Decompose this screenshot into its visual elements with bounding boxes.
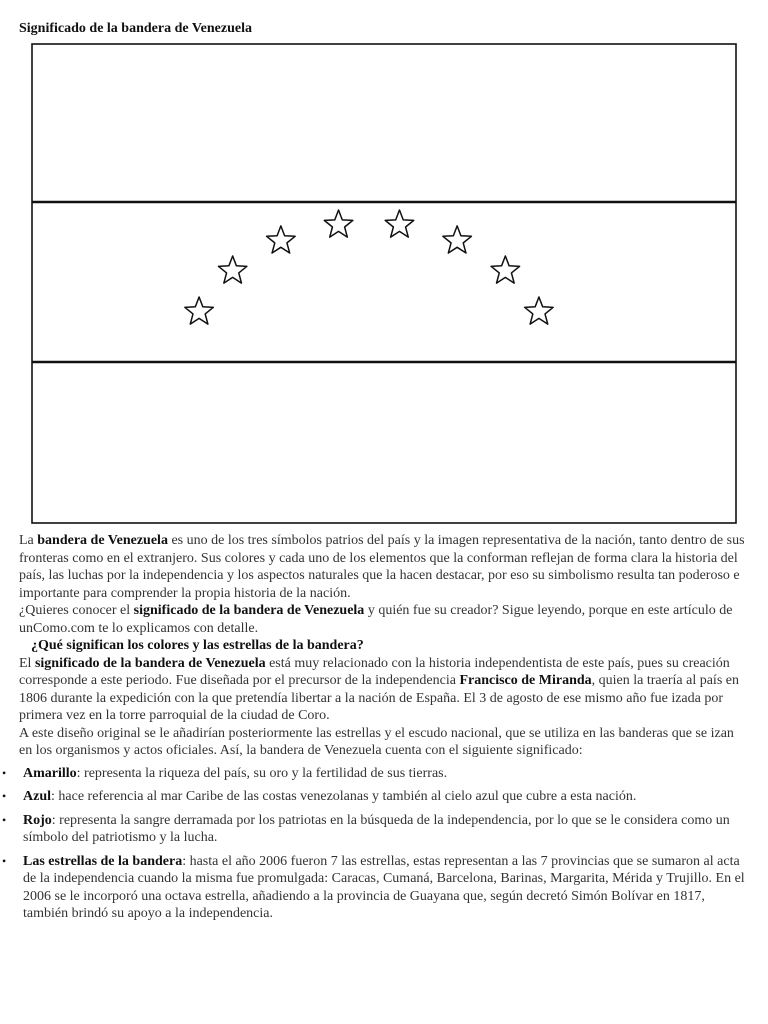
page-title: Significado de la bandera de Venezuela: [19, 21, 252, 36]
history-paragraph: El significado de la bandera de Venezuela está muy relacionado con la historia independentista de este país, pues su creación corresponde a este periodo. Fue diseñada por el precursor de la independencia Francisco de Miranda, quien la traería al país en 1806 durante la expedición con la que pretendía libertar a la nación de España. El 3 de agosto de ese mismo año fue izada por primera vez en la torre parroquial de la ciudad de Coro.: [19, 655, 739, 723]
flag-stripe-bottom: [32, 362, 736, 523]
list-item: • Rojo: representa la sangre derramada por los patriotas en la búsqueda de la independencia, por lo que se le considera como un símbolo del patriotismo y la lucha.: [2, 812, 730, 845]
list-item: • Las estrellas de la bandera: hasta el año 2006 fueron 7 las estrellas, estas representan a las 7 provincias que se sumaron al acta de la independencia cuando la misma fue promulgada: Caracas, Cumaná, Barcelona, Barinas, Margarita, Mérida y Trujillo. En el 2006 se le incorporó una octava estrella, añadiendo a la provincia de Guayana que, según decretó Simón Bolívar en 1817, también brindó su apoyo a la independencia.: [2, 853, 745, 921]
flag-svg: [31, 43, 737, 524]
bullet-icon: •: [2, 789, 7, 803]
design-paragraph: A este diseño original se le añadirían posteriormente las estrellas y el escudo nacional, que se utiliza en las banderas que se izan en los organismos y actos oficiales. Así, la bandera de Venezuela cuenta con el siguiente significado:: [19, 725, 734, 758]
list-item: • Amarillo: representa la riqueza del país, su oro y la fertilidad de sus tierras.: [2, 765, 448, 781]
meaning-list: [2, 765, 749, 923]
intro-question-paragraph: ¿Quieres conocer el significado de la bandera de Venezuela y quién fue su creador? Sigue leyendo, porque en este artículo de unComo.com te lo explicamos con detalle.: [19, 603, 733, 636]
bullet-icon: •: [2, 765, 7, 780]
flag-stripe-middle: [32, 202, 736, 362]
flag-stripe-top: [32, 44, 736, 202]
section-heading: ¿Qué significan los colores y las estrellas de la bandera?: [31, 638, 364, 653]
flag-coloring-image: [31, 43, 737, 524]
bullet-icon: •: [2, 812, 7, 827]
intro-paragraph: La bandera de Venezuela es uno de los tres símbolos patrios del país y la imagen representativa de la nación, tanto dentro de sus fronteras como en el extranjero. Sus colores y cada uno de los elementos que la conforman reflejan de forma clara la historia del país, las luchas por la independencia y los aspectos naturales que la hacen destacar, por eso su simbolismo resulta tan poderoso e importante para comprender la propia historia de la nación.: [19, 533, 745, 601]
list-item: • Azul: hace referencia al mar Caribe de las costas venezolanas y también al cielo azul que cubre a esta nación.: [2, 789, 637, 804]
article-body: [2, 532, 749, 929]
bullet-icon: •: [2, 853, 7, 868]
